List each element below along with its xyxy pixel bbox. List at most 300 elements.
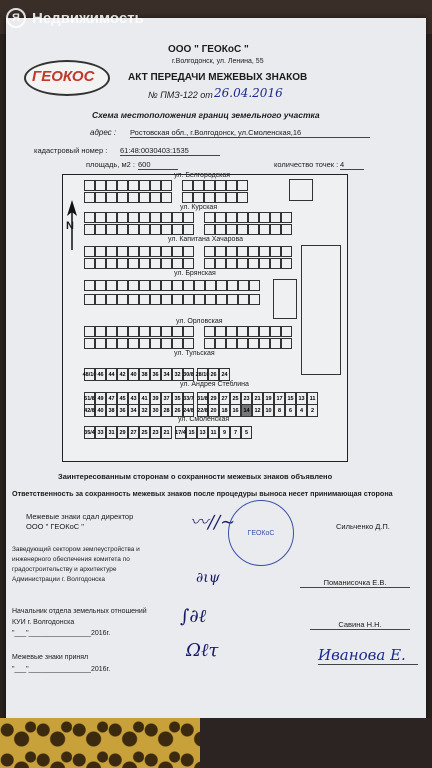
lot-cell [161,192,172,203]
lot-number: 51/8 [84,392,95,405]
lot-row-4b [84,294,260,305]
lot-number: 15 [285,392,296,405]
lot-cell [106,192,117,203]
lot-number: 23 [241,392,252,405]
sig2-line4: Администрации г. Волгодонска [12,576,106,583]
lot-cell [194,326,204,337]
lot-cell [281,326,292,337]
lot-number: 17 [274,392,285,405]
map-block-ne [289,179,313,201]
lot-cell [161,212,172,223]
lot-cell [182,192,193,203]
lot-number: 30/8 [183,368,194,381]
lot-cell [95,212,106,223]
lot-cell [128,338,139,349]
lot-cell [139,212,150,223]
company-logo: ГЕОКОС [24,60,110,96]
sig2-line3: градостроительству и архитектуре [12,566,117,573]
lot-number: 15 [186,426,197,439]
sig4-date: "___"________________2016г. [12,666,111,673]
lot-number: 19 [263,392,274,405]
sig1-line1: Межевые знаки сдал директор [26,512,134,521]
lot-number: 4 [296,404,307,417]
company-stamp: ГЕОКоС [228,500,294,566]
lot-cell [95,224,106,235]
watermark [6,8,144,28]
lot-cell [172,258,183,269]
lot-cell [237,338,248,349]
lot-number: 23 [150,426,161,439]
lot-cell [204,212,215,223]
lot-number: 47 [106,392,117,405]
lot-cell [172,326,183,337]
cadastral-value: 61:48:0030403:1535 [120,146,220,156]
lot-cell [259,212,270,223]
lot-cell [237,192,248,203]
lot-cell [204,224,215,235]
lot-cell [139,294,150,305]
lot-cell [106,338,117,349]
lot-cell [117,180,128,191]
lot-cell [161,326,172,337]
lot-number: 42 [117,368,128,381]
lot-cell [139,192,150,203]
lot-cell [182,180,193,191]
signature-director: 〰∕∕∼ [190,512,236,533]
lot-cell [215,180,226,191]
lot-number: 35/4 [84,426,95,439]
lot-cell [248,246,259,257]
lot-cell [259,338,270,349]
lot-cell [128,224,139,235]
lot-cell [270,224,281,235]
lot-cell [183,212,194,223]
lot-row-5b [84,338,292,349]
lot-cell [95,280,106,291]
lot-cell [215,326,226,337]
lot-number: 36 [150,368,161,381]
lot-cell [84,192,95,203]
lot-cell [106,326,117,337]
lot-number: 30 [150,404,161,417]
lot-cell [194,280,205,291]
lot-cell [117,246,128,257]
lot-cell [172,180,182,191]
lot-cell [139,224,150,235]
lot-number: 26 [172,404,183,417]
street-label-5: ул. Орловская [176,318,223,325]
lot-cell [194,258,204,269]
lot-number: 38 [106,404,117,417]
lot-cell [95,192,106,203]
street-label-6: ул. Тульская [174,350,215,357]
lot-number: 11 [208,426,219,439]
lot-cell [150,192,161,203]
lot-cell [128,294,139,305]
sig4-hand: Иванова Е. [318,646,418,665]
street-label-8: ул. Смоленская [178,416,230,423]
lot-cell [270,326,281,337]
address-value: Ростовская обл., г.Волгодонск, ул.Смоленская,16 [130,128,370,138]
lot-cell [84,258,95,269]
lot-number: 28 [161,404,172,417]
lot-cell [270,338,281,349]
lot-number: 44 [106,368,117,381]
lot-cell [117,326,128,337]
lot-number: 5 [241,426,252,439]
lot-cell [84,212,95,223]
lot-number: 45 [117,392,128,405]
org-address: г.Волгодонск, ул. Ленина, 55 [172,58,264,65]
lot-number: 18 [219,404,230,417]
lot-number: 34 [161,368,172,381]
watermark-text: Недвижимость [32,9,144,27]
lot-number: 27 [219,392,230,405]
lot-number: 22/8 [197,404,208,417]
lot-number: 21 [161,426,172,439]
lot-cell [183,224,194,235]
lot-cell [270,246,281,257]
lot-cell [238,280,249,291]
area-value: 600 [138,160,178,170]
map-block-east [301,245,341,375]
lot-cell [150,326,161,337]
lot-cell [204,258,215,269]
signature-4: Ωℓτ [186,640,219,661]
lot-cell [128,280,139,291]
lot-cell [106,224,117,235]
sig3-line1: Начальник отдела земельных отношений [12,608,147,615]
lot-cell [248,338,259,349]
lot-cell [248,326,259,337]
street-label-7: ул. Андрея Стеблина [180,381,249,388]
lot-number: 20 [208,404,219,417]
lot-cell [172,294,183,305]
signature-3: ∫∂ℓ [180,606,207,627]
lot-number: 48/10 [84,368,95,381]
lot-cell [150,212,161,223]
lot-number: 33/7 [183,392,194,405]
lot-cell [128,246,139,257]
lot-cell [270,212,281,223]
lot-cell [259,246,270,257]
lot-number: 34 [128,404,139,417]
lot-cell [106,180,117,191]
lot-cell [249,280,260,291]
lot-number: 21 [252,392,263,405]
lot-cell [204,180,215,191]
lot-number: 24 [219,368,230,381]
lot-cell [237,180,248,191]
lot-row-2 [84,212,292,223]
sig3-line2: КУИ г. Волгодонска [12,619,75,626]
lot-cell [128,212,139,223]
lot-number: 41 [139,392,150,405]
lot-number: 24/8 [183,404,194,417]
lot-cell [172,224,183,235]
sig4-line1: Межевые знаки принял [12,654,89,661]
lot-cell [249,294,260,305]
lot-cell [106,258,117,269]
lot-number: 42/8 [84,404,95,417]
lot-cell [259,258,270,269]
street-label-4: ул. Брянская [174,270,216,277]
lot-cell [194,338,204,349]
lot-row-1 [84,180,248,191]
lot-cell [215,192,226,203]
lot-cell [193,180,204,191]
lot-cell [204,246,215,257]
lot-cell [226,246,237,257]
street-label-2: ул. Курская [180,204,218,211]
lot-cell [194,246,204,257]
lot-cell [95,326,106,337]
lot-number: 29 [117,426,128,439]
lot-cell [150,280,161,291]
lot-cell [205,294,216,305]
lot-cell [139,326,150,337]
lot-cell [95,180,106,191]
dark-background [200,718,432,768]
area-label: площадь, м2 : [86,160,135,169]
lot-number: 37 [161,392,172,405]
lot-number: 2 [307,404,318,417]
lot-number: 36 [117,404,128,417]
lot-cell [216,280,227,291]
sig3-date: "___"________________2016г. [12,630,111,637]
yandex-logo-icon: Я [6,8,26,28]
lot-cell [128,180,139,191]
lot-cell [161,224,172,235]
cadastral-label: кадастровый номер : [34,146,108,155]
points-label: количество точек : [274,160,339,169]
lot-cell [84,224,95,235]
lot-number: 40 [128,368,139,381]
lot-cell [281,212,292,223]
lot-cell [172,246,183,257]
lot-cell [117,280,128,291]
lot-cell [139,246,150,257]
lot-cell [150,246,161,257]
lot-cell [84,338,95,349]
lot-cell [172,212,183,223]
lot-row-2b [84,224,292,235]
lot-number: 25 [139,426,150,439]
lot-cell [183,326,194,337]
lot-cell [95,246,106,257]
lot-cell [215,338,226,349]
lot-cell [227,294,238,305]
lot-number: 33 [95,426,106,439]
lot-cell [172,338,183,349]
lot-cell [237,326,248,337]
lot-number: 40 [95,404,106,417]
lot-number: 26 [208,368,219,381]
lot-cell [281,338,292,349]
act-date: 26.04.2016 [214,86,283,100]
points-value: 4 [340,160,364,170]
north-label: N [66,220,74,232]
lot-number: 46 [95,368,106,381]
address-label: адрес : [90,128,117,137]
lot-cell [172,192,182,203]
lot-cell [259,326,270,337]
lot-cell [139,180,150,191]
lot-cell [150,338,161,349]
lot-cell [270,258,281,269]
lot-cell [128,192,139,203]
lot-cell [226,338,237,349]
lot-number: 31 [106,426,117,439]
lot-number: 32 [172,368,183,381]
lot-cell [215,212,226,223]
lot-cell [237,212,248,223]
lot-cell [84,246,95,257]
lot-cell [259,224,270,235]
map-block-mid [273,279,297,319]
lot-cell [161,294,172,305]
lot-cell [183,280,194,291]
lot-row-tulskaya [84,368,230,381]
responsibility-text: Ответственность за сохранность межевых знаков после процедуры выноса несет принимающая сторона [12,489,393,498]
lot-row-5 [84,326,292,337]
lot-cell [150,224,161,235]
sig2-line2: инженерного обеспечения комитета по [12,556,130,563]
lot-cell [226,326,237,337]
lot-number: 38 [139,368,150,381]
lot-number: 49 [95,392,106,405]
act-title: АКТ ПЕРЕДАЧИ МЕЖЕВЫХ ЗНАКОВ [128,72,308,83]
lot-cell [194,294,205,305]
lot-number: 25 [230,392,241,405]
lot-cell [183,246,194,257]
lot-cell [226,192,237,203]
signature-2: ∂ιψ [196,570,220,586]
lot-cell [281,258,292,269]
lot-cell [281,224,292,235]
lot-cell [128,326,139,337]
lot-row-3 [84,246,292,257]
lot-number: 16 [230,404,241,417]
lot-cell [128,258,139,269]
lot-cell [84,326,95,337]
lot-cell [237,246,248,257]
lot-number: 32 [139,404,150,417]
lot-cell [215,224,226,235]
lot-cell [139,280,150,291]
lot-cell [117,338,128,349]
lot-cell [139,258,150,269]
lot-number: 31/8 [197,392,208,405]
lot-cell [204,192,215,203]
lot-cell [193,192,204,203]
lot-cell [95,338,106,349]
lot-cell [95,294,106,305]
lot-cell [204,326,215,337]
lot-number: 10 [263,404,274,417]
street-label-3: ул. Капитана Хачарова [168,236,243,243]
lot-cell [139,338,150,349]
lot-cell [117,212,128,223]
lot-cell [117,258,128,269]
lot-cell [117,192,128,203]
lot-cell [194,224,204,235]
lot-cell [84,280,95,291]
lot-cell [215,246,226,257]
lot-row-3b [84,258,292,269]
lot-number: 17/4 [175,426,186,439]
lot-cell [84,180,95,191]
lot-cell [106,246,117,257]
lot-number: 14 [241,404,252,417]
lot-cell [106,212,117,223]
notice-text: Заинтересованным сторонам о сохранности межевых знаков объявлено [58,472,333,481]
lot-cell [172,280,183,291]
lot-row-steblina-bottom [84,404,318,417]
lot-number: 43 [128,392,139,405]
lot-cell [237,258,248,269]
lot-number: 13 [197,426,208,439]
lot-cell [226,212,237,223]
lot-cell [226,258,237,269]
lot-cell [238,294,249,305]
lot-cell [106,294,117,305]
org-name: ООО " ГЕОКоС " [168,44,249,55]
lot-cell [161,180,172,191]
lot-cell [248,258,259,269]
lot-number: 7 [230,426,241,439]
lot-row-1b [84,192,248,203]
sig1-name: Сильченко Д.П. [336,522,390,531]
lot-number: 29 [208,392,219,405]
lot-number: 11 [307,392,318,405]
lot-cell [95,258,106,269]
lot-row-smolenskaya [84,426,252,439]
lot-number: 28/10 [197,368,208,381]
lot-number: 9 [219,426,230,439]
lot-cell [204,338,215,349]
lot-cell [183,258,194,269]
act-number: № ПМЗ-122 от [148,90,213,100]
scheme-title: Схема местоположения границ земельного участка [92,110,320,120]
lot-cell [215,258,226,269]
lot-number: 13 [296,392,307,405]
lot-number: 8 [274,404,285,417]
lot-number: 12 [252,404,263,417]
lot-cell [150,294,161,305]
lot-cell [183,294,194,305]
lot-cell [161,338,172,349]
lot-number: 6 [285,404,296,417]
lot-cell [226,224,237,235]
lot-cell [248,212,259,223]
lot-cell [117,224,128,235]
lot-cell [150,258,161,269]
lot-cell [227,280,238,291]
lot-cell [117,294,128,305]
sig2-name: Поманисочка Е.В. [300,578,410,588]
lot-cell [150,180,161,191]
lot-number: 35 [172,392,183,405]
sig2-line1: Заведующий сектором землеустройства и [12,546,140,553]
lot-cell [216,294,227,305]
lot-cell [205,280,216,291]
lot-cell [161,258,172,269]
sig1-line2: ООО " ГЕОКоС " [26,522,84,531]
lot-cell [106,280,117,291]
lot-cell [183,338,194,349]
lot-number: 27 [128,426,139,439]
